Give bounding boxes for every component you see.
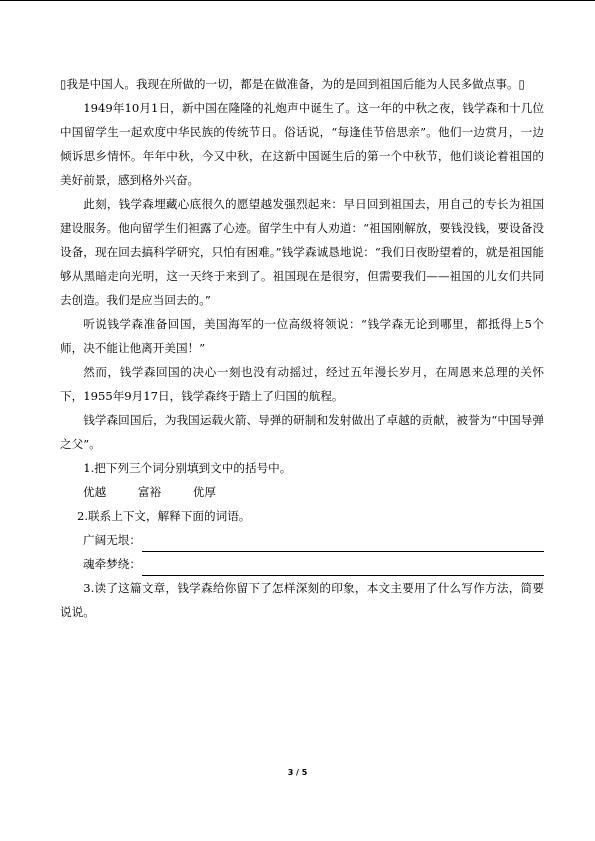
passage-paragraph-6: 钱学森回国后，为我国运载火箭、导弹的研制和发射做出了卓越的贡献，被誉为“中国导弹之父”。 <box>60 413 544 451</box>
word-option: 富裕 <box>137 485 162 499</box>
question-3: 3.读了这篇文章，钱学森给你留下了怎样深刻的印象，本文主要用了什么写作方法，简要说说。 <box>60 581 544 619</box>
passage-paragraph-1: ▯我是中国人。我现在所做的一切，都是在做准备，为的是回到祖国后能为人民多做点事。▯ <box>60 77 525 91</box>
answer-row-2 <box>60 552 544 576</box>
word-option: 优越 <box>83 485 107 499</box>
passage-paragraph-2: 1949年10月1日，新中国在隆隆的礼炮声中诞生了。这一年的中秋之夜，钱学森和十几位中国留学生一起欢度中华民族的传统节日。俗话说，“每逢佳节倍思亲”。他们一边赏月，一边倾诉思乡情怀。年年中秋，今又中秋，在这新中国诞生后的第一个中秋节，他们谈论着祖国的美好前景，感到格外兴奋。 <box>60 101 544 187</box>
question-1-word-options <box>60 480 544 504</box>
word-option: 优厚 <box>192 485 216 499</box>
answer-line[interactable] <box>142 558 544 576</box>
page-number: 3 / 5 <box>287 768 308 777</box>
question-1: 1.把下列三个词分别填到文中的括号中。 <box>83 461 292 475</box>
question-2: 2.联系上下文，解释下面的词语。 <box>77 509 251 523</box>
answer-row-1 <box>60 528 544 552</box>
top-border-line <box>0 0 595 1</box>
document-body <box>60 72 544 624</box>
passage-paragraph-3: 此刻，钱学森埋藏心底很久的愿望越发强烈起来：早日回到祖国去，用自己的专长为祖国建设服务。他向留学生们袒露了心迹。留学生中有人劝道：“祖国刚解放，要钱没钱，要设备没设备，现在回去搞科学研究，只怕有困难。”钱学森诚恳地说：“我们日夜盼望着的，就是祖国能够从黑暗走向光明，这一天终于来到了。祖国现在是很穷，但需要我们——祖国的儿女们共同去创造。我们是应当回去的。” <box>60 197 544 307</box>
passage-paragraph-4: 听说钱学森准备回国，美国海军的一位高级将领说：“钱学森无论到哪里，都抵得上5个师，决不能让他离开美国！” <box>60 317 544 355</box>
passage-paragraph-5: 然而，钱学森回国的决心一刻也没有动摇过，经过五年漫长岁月，在周恩来总理的关怀下，1955年9月17日，钱学森终于踏上了归国的航程。 <box>60 365 544 403</box>
answer-line[interactable] <box>142 534 544 552</box>
term-label: 魂牵梦绕： <box>83 557 141 571</box>
term-label: 广阔无垠： <box>83 533 141 547</box>
